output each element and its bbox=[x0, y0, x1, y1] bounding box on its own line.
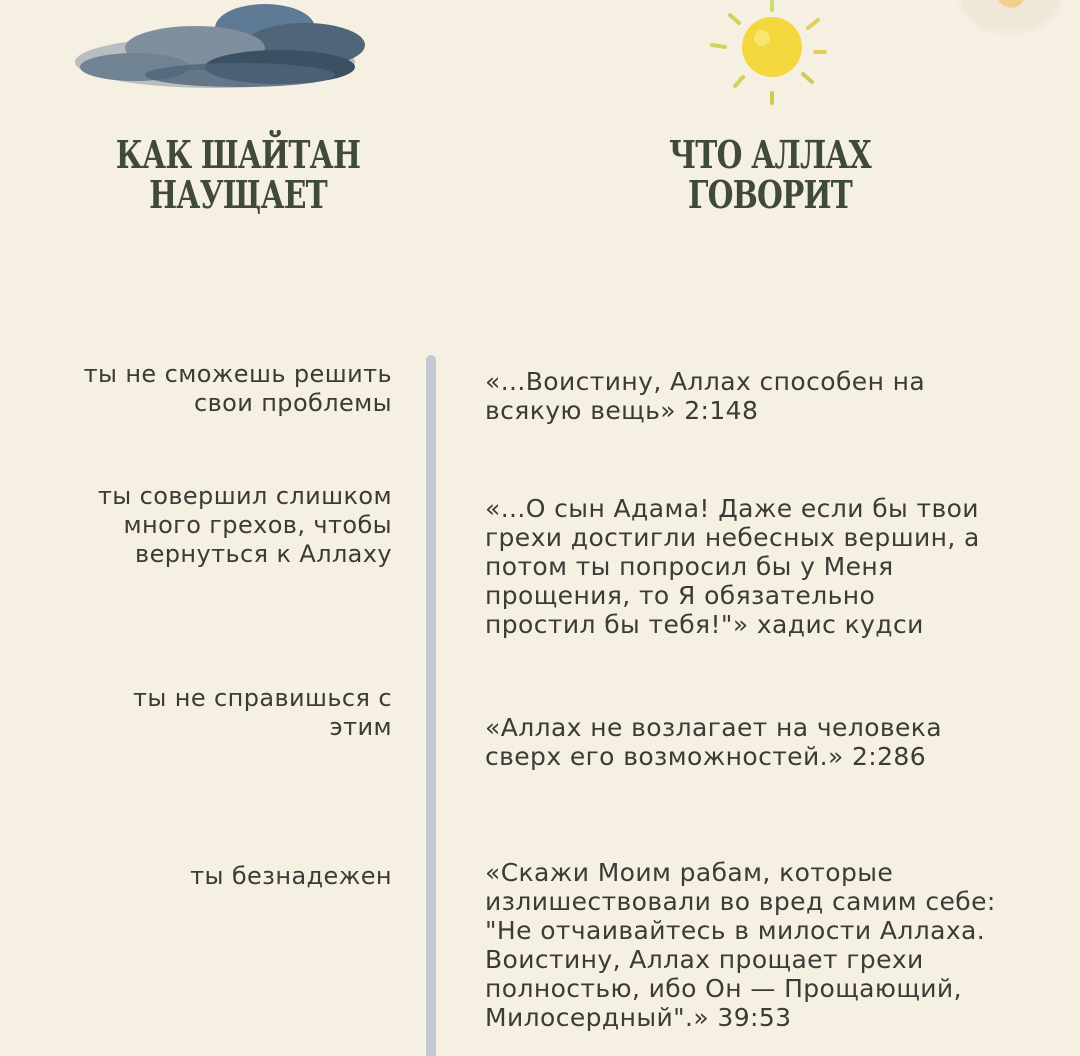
left-heading: КАК ШАЙТАН НАУЩАЕТ bbox=[115, 132, 361, 217]
doubt-text-3: ты не справишься с этим bbox=[133, 684, 392, 741]
column-divider bbox=[426, 355, 436, 1056]
doubt-text-4: ты безнадежен bbox=[190, 862, 392, 890]
right-heading: ЧТО АЛЛАХ ГОВОРИТ bbox=[669, 132, 871, 217]
cloud-icon bbox=[50, 0, 380, 100]
doubt-text-2: ты совершил слишком много грехов, чтобы вернуться к Аллаху bbox=[97, 482, 392, 568]
sun-icon bbox=[700, 0, 840, 115]
verse-text-4: «Скажи Моим рабам, которые излишествовали во вред самим себе: "Не отчаивайтесь в милости Аллаха. Воистину, Аллах прощает грехи полностью, ибо Он — Прощающий, Милосердный".» 39:53 bbox=[485, 858, 996, 1032]
doubt-text-1: ты не сможешь решить свои проблемы bbox=[83, 360, 392, 417]
verse-text-2: «...О сын Адама! Даже если бы твои грехи достигли небесных вершин, а потом ты попросил бы у Меня прощения, то Я обязательно простил бы тебя!"» хадис кудси bbox=[485, 494, 980, 639]
verse-text-3: «Аллах не возлагает на человека сверх его возможностей.» 2:286 bbox=[485, 713, 943, 771]
verse-text-1: «...Воистину, Аллах способен на всякую вещь» 2:148 bbox=[485, 367, 926, 425]
